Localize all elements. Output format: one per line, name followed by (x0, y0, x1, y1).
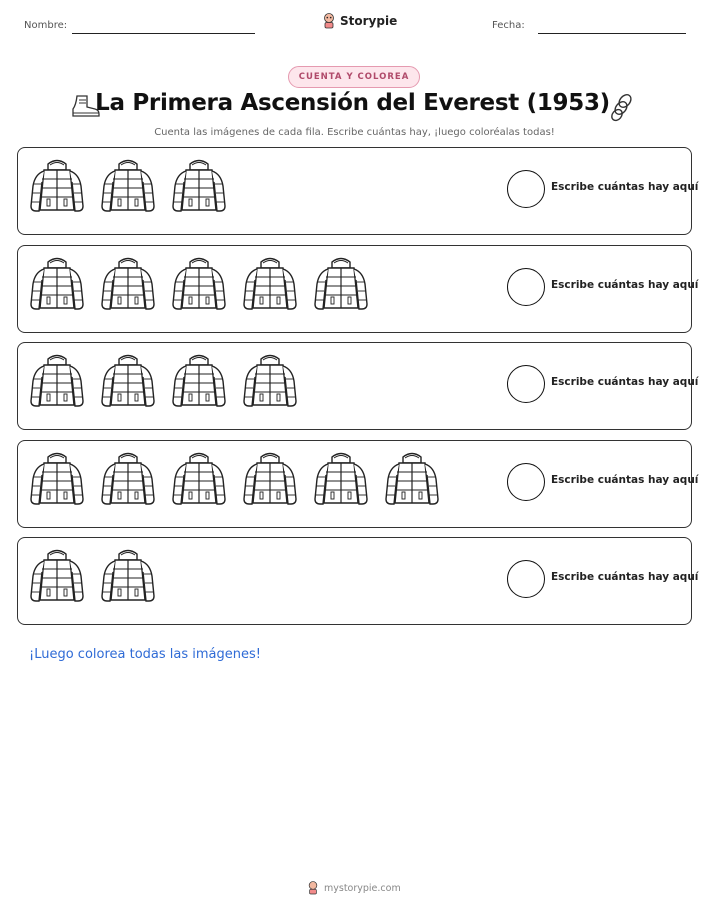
count-row (17, 440, 699, 528)
puffer-jacket-icon (99, 256, 157, 316)
puffer-jacket-icon (28, 353, 86, 413)
activity-badge: CUENTA Y COLOREA (288, 66, 420, 88)
puffer-jacket-icon (28, 256, 86, 316)
answer-circle[interactable] (507, 463, 545, 501)
brand-name: Storypie (340, 14, 398, 28)
puffer-jacket-icon (241, 451, 299, 511)
answer-circle[interactable] (507, 268, 545, 306)
puffer-jacket-icon (170, 451, 228, 511)
puffer-jacket-icon (241, 256, 299, 316)
jacket-group (28, 158, 228, 218)
site-url: mystorypie.com (324, 882, 401, 894)
count-row (17, 537, 699, 625)
instructions: Cuenta las imágenes de cada fila. Escribe cuántas hay, ¡luego coloréalas todas! (154, 127, 555, 138)
puffer-jacket-icon (383, 451, 441, 511)
answer-circle[interactable] (507, 365, 545, 403)
site-footer (307, 881, 401, 895)
puffer-jacket-icon (28, 451, 86, 511)
rope-coil-icon (609, 93, 637, 123)
puffer-jacket-icon (170, 256, 228, 316)
answer-prompt: Escribe cuántas hay aquí (551, 181, 699, 193)
answer-prompt: Escribe cuántas hay aquí (551, 279, 699, 291)
footer-note: ¡Luego colorea todas las imágenes! (29, 647, 261, 662)
puffer-jacket-icon (170, 353, 228, 413)
jacket-group (28, 548, 157, 608)
storypie-mascot-icon (322, 13, 336, 29)
puffer-jacket-icon (312, 256, 370, 316)
answer-circle[interactable] (507, 560, 545, 598)
jacket-group (28, 451, 441, 511)
count-row (17, 147, 699, 235)
puffer-jacket-icon (170, 158, 228, 218)
count-row (17, 342, 699, 430)
answer-prompt: Escribe cuántas hay aquí (551, 571, 699, 583)
puffer-jacket-icon (99, 353, 157, 413)
jacket-group (28, 353, 299, 413)
date-field[interactable] (538, 33, 686, 34)
count-row (17, 245, 699, 333)
answer-circle[interactable] (507, 170, 545, 208)
date-label: Fecha: (492, 20, 525, 31)
puffer-jacket-icon (28, 548, 86, 608)
puffer-jacket-icon (99, 451, 157, 511)
jacket-group (28, 256, 370, 316)
page-title (0, 90, 709, 116)
puffer-jacket-icon (312, 451, 370, 511)
puffer-jacket-icon (241, 353, 299, 413)
puffer-jacket-icon (99, 158, 157, 218)
storypie-mascot-icon (307, 881, 319, 895)
answer-prompt: Escribe cuántas hay aquí (551, 376, 699, 388)
puffer-jacket-icon (99, 548, 157, 608)
answer-prompt: Escribe cuántas hay aquí (551, 474, 699, 486)
brand-logo (322, 13, 397, 29)
puffer-jacket-icon (28, 158, 86, 218)
page-title-text: La Primera Ascensión del Everest (1953) (95, 90, 610, 116)
name-label: Nombre: (24, 20, 68, 31)
name-field[interactable] (72, 33, 255, 34)
